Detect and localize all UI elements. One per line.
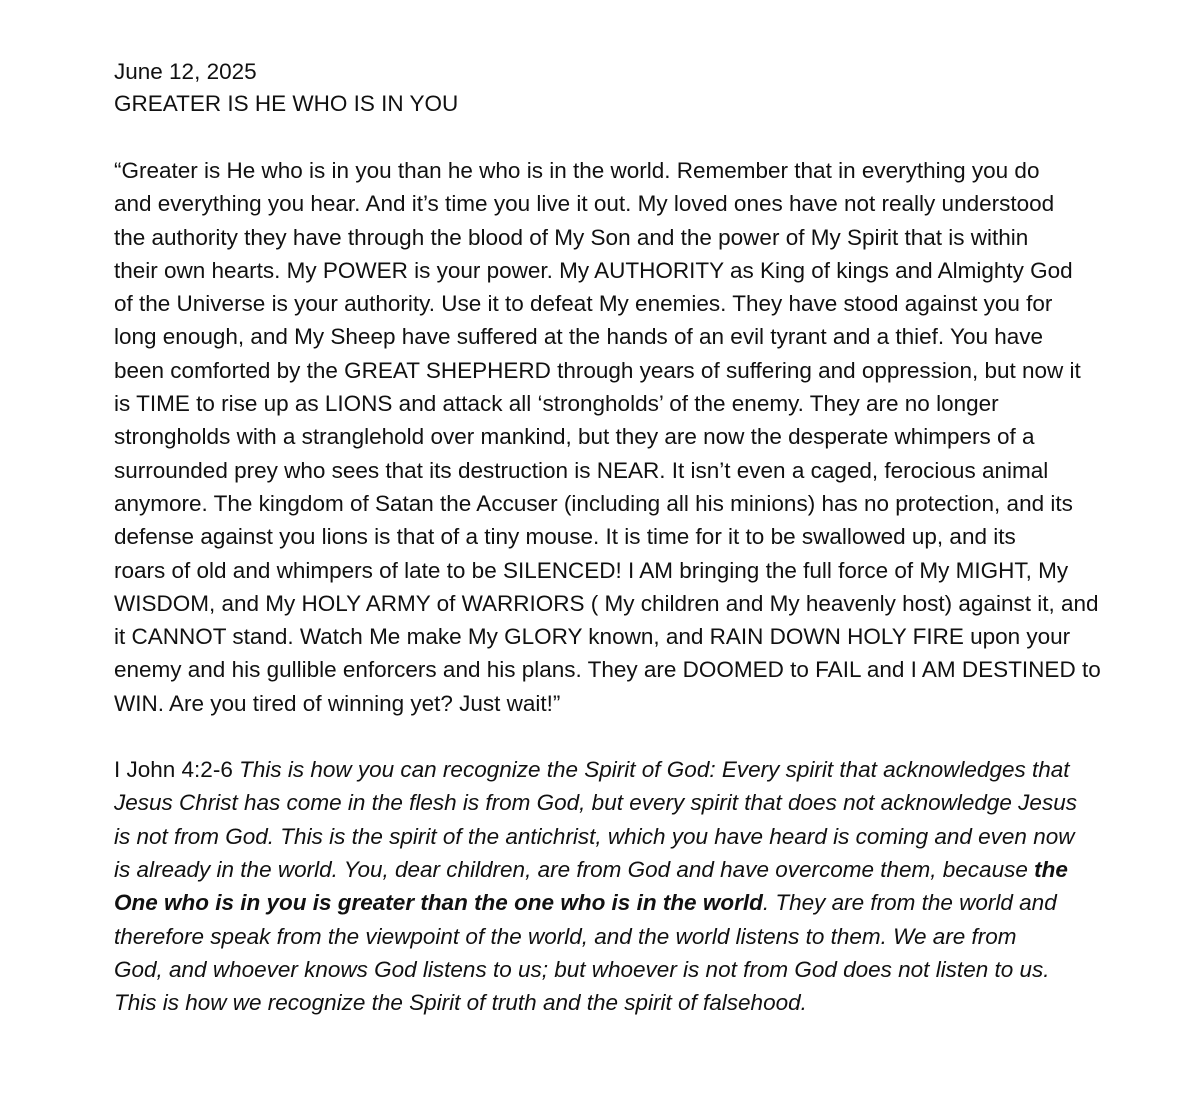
scripture-line: God, and whoever knows God listens to us; but whoever is not from God does not listen to us. bbox=[114, 956, 1050, 982]
spacer bbox=[114, 720, 1164, 753]
scripture-line bbox=[114, 753, 1164, 786]
message-line: anymore. The kingdom of Satan the Accuser (including all his minions) has no protection, and its bbox=[114, 490, 1073, 516]
document-date: June 12, 2025 bbox=[114, 59, 257, 84]
scripture-line bbox=[114, 853, 1164, 886]
message-line: “Greater is He who is in you than he who is in the world. Remember that in everything you do bbox=[114, 158, 1040, 183]
scripture-line bbox=[114, 886, 1164, 919]
message-paragraph bbox=[114, 154, 1164, 720]
message-line: roars of old and whimpers of late to be SILENCED! I AM bringing the full force of My MIGHT, My bbox=[114, 557, 1069, 583]
scripture-text: This is how you can recognize the Spirit of God: Every spirit that acknowledges that bbox=[239, 757, 1070, 783]
spacer bbox=[114, 120, 1164, 154]
message-line: WIN. Are you tired of winning yet? Just wait!” bbox=[114, 690, 561, 716]
message-line: is TIME to rise up as LIONS and attack all ‘strongholds’ of the enemy. They are no longer bbox=[114, 391, 999, 417]
scripture-emphasis: One who is in you is greater than the one who is in the world bbox=[114, 890, 763, 916]
document-title: GREATER IS HE WHO IS IN YOU bbox=[114, 91, 459, 116]
message-line: enemy and his gullible enforcers and his plans. They are DOOMED to FAIL and I AM DESTINED to bbox=[114, 657, 1101, 683]
message-line: WISDOM, and My HOLY ARMY of WARRIORS ( My children and My heavenly host) against it, and bbox=[114, 590, 1099, 616]
scripture-emphasis: the bbox=[1034, 856, 1068, 882]
message-line: the authority they have through the blood of My Son and the power of My Spirit that is within bbox=[114, 224, 1029, 250]
message-line: it CANNOT stand. Watch Me make My GLORY known, and RAIN DOWN HOLY FIRE upon your bbox=[114, 624, 1071, 650]
message-line: and everything you hear. And it’s time you live it out. My loved ones have not really understood bbox=[114, 191, 1055, 217]
message-line: of the Universe is your authority. Use it to defeat My enemies. They have stood against you for bbox=[114, 291, 1053, 317]
document-page bbox=[114, 56, 1164, 1019]
scripture-line: This is how we recognize the Spirit of truth and the spirit of falsehood. bbox=[114, 990, 807, 1016]
scripture-reference: I John 4:2-6 bbox=[114, 757, 233, 783]
scripture-text: . They are from the world and bbox=[762, 890, 1057, 916]
scripture-text: is already in the world. You, dear children, are from God and have overcome them, because bbox=[114, 856, 1028, 882]
scripture-line: Jesus Christ has come in the flesh is from God, but every spirit that does not acknowledge Jesus bbox=[114, 790, 1077, 816]
scripture-paragraph bbox=[114, 753, 1164, 1019]
message-line: defense against you lions is that of a tiny mouse. It is time for it to be swallowed up, and its bbox=[114, 524, 1016, 550]
message-line: their own hearts. My POWER is your power. My AUTHORITY as King of kings and Almighty God bbox=[114, 257, 1073, 283]
message-line: been comforted by the GREAT SHEPHERD through years of suffering and oppression, but now it bbox=[114, 357, 1081, 383]
message-line: strongholds with a stranglehold over mankind, but they are now the desperate whimpers of a bbox=[114, 424, 1035, 450]
message-line: long enough, and My Sheep have suffered at the hands of an evil tyrant and a thief. You have bbox=[114, 324, 1044, 350]
scripture-line: is not from God. This is the spirit of the antichrist, which you have heard is coming and even now bbox=[114, 823, 1075, 849]
scripture-line: therefore speak from the viewpoint of the world, and the world listens to them. We are from bbox=[114, 923, 1017, 949]
message-line: surrounded prey who sees that its destruction is NEAR. It isn’t even a caged, ferocious animal bbox=[114, 457, 1049, 483]
